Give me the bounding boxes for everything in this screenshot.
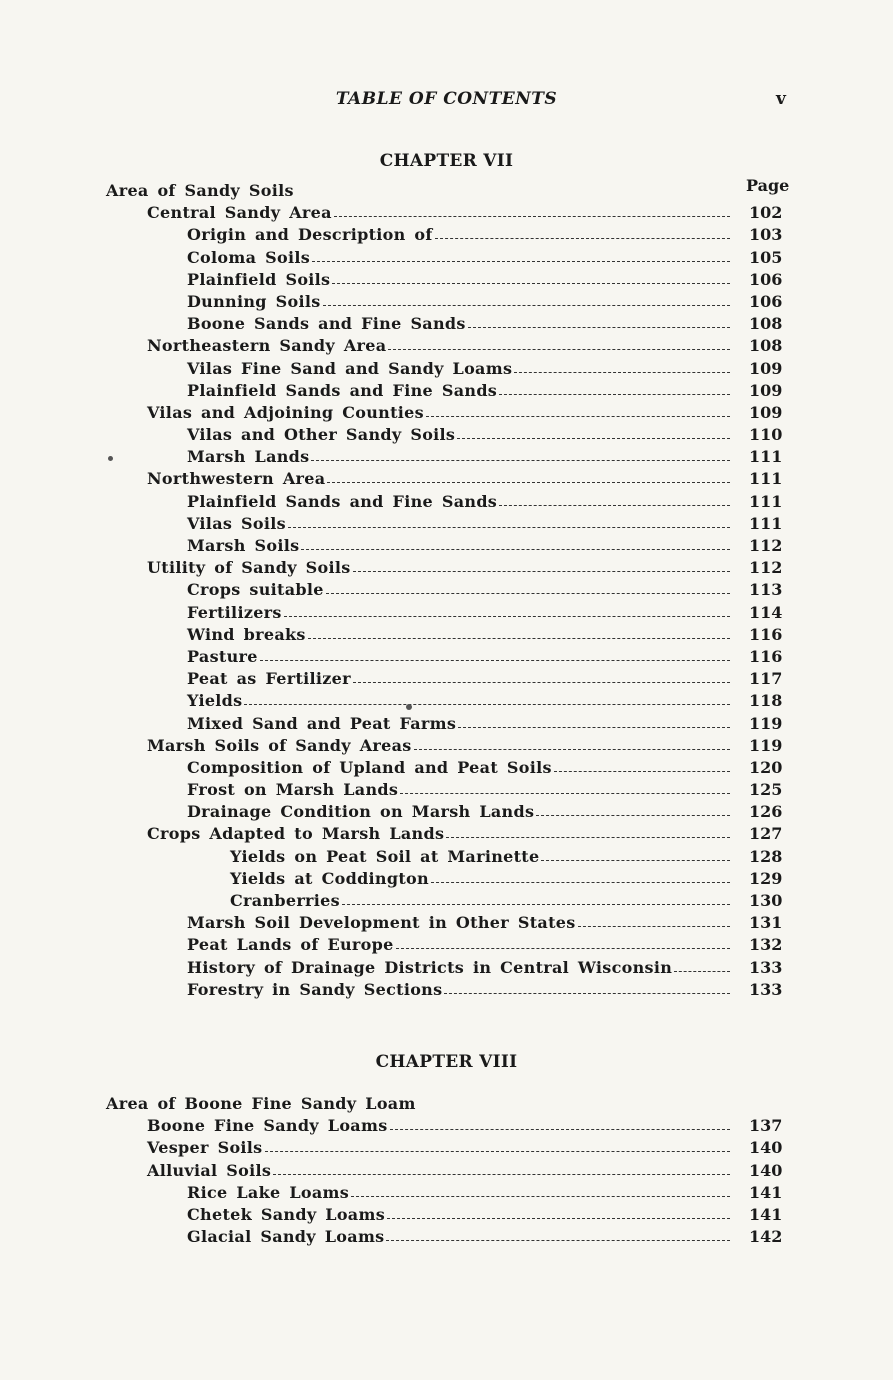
ink-speck	[406, 704, 412, 710]
toc-entry-page: 106	[749, 269, 783, 289]
toc-entry-title: Vesper Soils	[147, 1138, 263, 1158]
toc-entry	[0, 934, 893, 956]
dot-leader	[431, 882, 730, 883]
toc-entry-title: Chetek Sandy Loams	[187, 1204, 386, 1224]
toc-entry-title: Plainfield Sands and Fine Sands	[187, 380, 498, 400]
toc-entry-page: 111	[749, 447, 783, 467]
chapter-viii-toc	[0, 1093, 893, 1248]
toc-entry-title: Boone Fine Sandy Loams	[147, 1116, 388, 1136]
toc-entry-title: Mixed Sand and Peat Farms	[187, 713, 457, 733]
toc-entry-page: 102	[749, 203, 783, 223]
toc-entry-title: Marsh Soil Development in Other States	[187, 913, 576, 933]
dot-leader	[288, 527, 730, 528]
toc-entry	[0, 1160, 893, 1182]
toc-entry	[0, 868, 893, 890]
toc-entry-page: 106	[749, 291, 783, 311]
toc-entry	[0, 646, 893, 668]
toc-entry-page: 130	[749, 891, 783, 910]
toc-entry	[0, 1182, 893, 1204]
dot-leader	[301, 549, 730, 550]
toc-entry-page: 109	[749, 380, 783, 400]
dot-leader	[273, 1174, 730, 1175]
toc-entry-title: Coloma Soils	[187, 247, 311, 267]
toc-entry-title: Origin and Description of	[187, 225, 433, 245]
toc-entry-title: Crops Adapted to Marsh Lands	[147, 824, 445, 844]
toc-entry	[0, 979, 893, 1001]
toc-entry	[0, 313, 893, 335]
toc-entry	[0, 846, 893, 868]
toc-entry	[0, 668, 893, 690]
dot-leader	[284, 616, 730, 617]
dot-leader	[387, 1218, 730, 1219]
dot-leader	[499, 394, 730, 395]
page-column-label: Page	[746, 176, 790, 195]
toc-entry-page: 133	[749, 979, 783, 999]
toc-entry-title: Drainage Condition on Marsh Lands	[187, 802, 535, 822]
toc-entry-title: Northeastern Sandy Area	[147, 336, 387, 356]
toc-entry-title: Yields at Coddington	[230, 868, 429, 888]
dot-leader	[554, 771, 730, 772]
toc-entry-title: Yields	[187, 691, 243, 711]
toc-entry-page: 120	[749, 757, 783, 777]
toc-entry	[0, 735, 893, 757]
toc-entry-title: Glacial Sandy Loams	[187, 1227, 385, 1247]
toc-entry-page: 110	[749, 425, 783, 445]
toc-entry	[0, 446, 893, 468]
toc-entry-page: 112	[749, 558, 783, 578]
toc-entry-page: 141	[749, 1204, 783, 1224]
toc-entry-page: 113	[749, 580, 783, 600]
toc-entry-page: 137	[749, 1116, 783, 1136]
toc-entry-page: 119	[749, 713, 783, 733]
chapter-viii-heading: CHAPTER VIII	[375, 1052, 518, 1072]
toc-entry-title: Vilas Soils	[187, 513, 286, 533]
toc-entry	[0, 624, 893, 646]
chapter-vii-toc	[0, 180, 893, 1001]
dot-leader	[327, 482, 730, 483]
toc-entry-page: 116	[749, 624, 783, 644]
dot-leader	[541, 860, 730, 861]
toc-entry-page: 132	[749, 935, 783, 955]
toc-entry-title: Alluvial Soils	[147, 1160, 272, 1180]
dot-leader	[244, 704, 730, 705]
toc-entry	[0, 779, 893, 801]
toc-entry-title: Vilas and Adjoining Counties	[147, 402, 424, 422]
dot-leader	[536, 815, 730, 816]
toc-entry-title: Dunning Soils	[187, 291, 321, 311]
toc-entry-page: 103	[749, 225, 783, 245]
toc-entry-title: Plainfield Soils	[187, 269, 331, 289]
dot-leader	[458, 727, 730, 728]
dot-leader	[334, 216, 730, 217]
dot-leader	[396, 948, 730, 949]
toc-entry-page: 119	[749, 735, 783, 755]
toc-entry-page: 142	[749, 1227, 783, 1247]
dot-leader	[260, 660, 730, 661]
dot-leader	[499, 505, 730, 506]
toc-entry-page: 140	[749, 1160, 783, 1180]
chapter-vii-heading: CHAPTER VII	[379, 151, 514, 171]
dot-leader	[414, 749, 730, 750]
toc-entry-page: 116	[749, 646, 783, 666]
toc-entry	[0, 579, 893, 601]
toc-entry	[0, 690, 893, 712]
toc-entry-page: 117	[749, 669, 783, 689]
toc-entry	[0, 757, 893, 779]
toc-entry-title: Area of Sandy Soils	[106, 181, 294, 200]
dot-leader	[514, 372, 730, 373]
toc-entry	[0, 535, 893, 557]
toc-entry	[0, 291, 893, 313]
toc-entry-title: Composition of Upland and Peat Soils	[187, 757, 552, 777]
toc-entry-title: Rice Lake Loams	[187, 1182, 350, 1202]
toc-entry-title: Area of Boone Fine Sandy Loam	[106, 1094, 416, 1113]
dot-leader	[435, 238, 730, 239]
dot-leader	[468, 327, 730, 328]
toc-entry	[0, 247, 893, 269]
dot-leader	[311, 460, 730, 461]
toc-entry	[0, 557, 893, 579]
dot-leader	[323, 305, 730, 306]
toc-entry-page: 109	[749, 402, 783, 422]
dot-leader	[400, 793, 730, 794]
toc-entry-title: Fertilizers	[187, 602, 282, 622]
toc-entry-title: Frost on Marsh Lands	[187, 780, 399, 800]
toc-entry-page: 133	[749, 957, 783, 977]
toc-entry-page: 141	[749, 1182, 783, 1202]
toc-entry	[0, 602, 893, 624]
toc-entry-title: Boone Sands and Fine Sands	[187, 314, 466, 334]
toc-entry-title: Pasture	[187, 646, 258, 666]
dot-leader	[332, 283, 730, 284]
dot-leader	[674, 971, 730, 972]
toc-entry	[0, 513, 893, 535]
toc-entry	[0, 1226, 893, 1248]
toc-entry	[0, 402, 893, 424]
toc-entry-title: Yields on Peat Soil at Marinette	[230, 846, 540, 866]
toc-entry-page: 125	[749, 780, 783, 800]
dot-leader	[342, 904, 730, 905]
page-number: v	[776, 89, 786, 109]
toc-entry	[0, 380, 893, 402]
toc-entry-title: Plainfield Sands and Fine Sands	[187, 491, 498, 511]
dot-leader	[426, 416, 730, 417]
toc-entry	[0, 180, 893, 202]
dot-leader	[444, 993, 730, 994]
toc-entry-page: 112	[749, 536, 783, 555]
toc-entry	[0, 468, 893, 490]
toc-entry	[0, 202, 893, 224]
toc-entry-page: 126	[749, 802, 783, 822]
toc-entry	[0, 713, 893, 735]
toc-entry	[0, 890, 893, 912]
running-title: TABLE OF CONTENTS	[335, 89, 558, 109]
toc-entry-title: Marsh Soils of Sandy Areas	[147, 735, 412, 755]
toc-entry-page: 118	[749, 691, 783, 711]
toc-entry	[0, 823, 893, 845]
dot-leader	[265, 1151, 730, 1152]
dot-leader	[308, 638, 730, 639]
toc-entry-page: 111	[749, 513, 783, 533]
dot-leader	[446, 837, 730, 838]
toc-entry	[0, 224, 893, 246]
toc-entry-page: 129	[749, 868, 783, 888]
toc-entry-title: Peat as Fertilizer	[187, 669, 351, 689]
dot-leader	[390, 1129, 730, 1130]
toc-entry-title: Marsh Lands	[187, 447, 310, 467]
toc-entry	[0, 1137, 893, 1159]
toc-entry	[0, 269, 893, 291]
toc-entry-title: Forestry in Sandy Sections	[187, 979, 443, 999]
dot-leader	[388, 349, 730, 350]
toc-entry-title: Central Sandy Area	[147, 203, 332, 223]
toc-entry-title: History of Drainage Districts in Central Wisconsin	[187, 957, 673, 977]
toc-entry-page: 114	[749, 602, 783, 622]
toc-entry	[0, 1204, 893, 1226]
dot-leader	[353, 571, 730, 572]
toc-entry	[0, 912, 893, 934]
toc-entry-title: Vilas and Other Sandy Soils	[187, 425, 456, 445]
toc-entry-title: Peat Lands of Europe	[187, 935, 394, 955]
toc-entry-title: Wind breaks	[187, 624, 306, 644]
toc-entry	[0, 358, 893, 380]
toc-entry-title: Crops suitable	[187, 580, 324, 600]
dot-leader	[351, 1196, 730, 1197]
dot-leader	[386, 1240, 730, 1241]
toc-entry-title: Cranberries	[230, 891, 340, 910]
toc-entry	[0, 1115, 893, 1137]
toc-entry-page: 108	[749, 336, 783, 356]
toc-entry-page: 108	[749, 314, 783, 334]
toc-entry-title: Utility of Sandy Soils	[147, 558, 351, 578]
toc-entry-title: Vilas Fine Sand and Sandy Loams	[187, 358, 513, 378]
dot-leader	[353, 682, 730, 683]
toc-entry	[0, 801, 893, 823]
toc-entry-page: 105	[749, 247, 783, 267]
dot-leader	[326, 593, 730, 594]
toc-entry-title: Northwestern Area	[147, 469, 326, 489]
toc-entry	[0, 491, 893, 513]
toc-entry-page: 127	[749, 824, 783, 844]
ink-speck	[108, 456, 113, 461]
toc-entry	[0, 335, 893, 357]
toc-entry-page: 128	[749, 846, 783, 866]
toc-entry-page: 111	[749, 491, 783, 511]
dot-leader	[578, 926, 730, 927]
dot-leader	[457, 438, 730, 439]
toc-entry-page: 131	[749, 913, 783, 933]
toc-entry-title: Marsh Soils	[187, 536, 300, 555]
toc-entry	[0, 424, 893, 446]
toc-entry-page: 140	[749, 1138, 783, 1158]
toc-entry-page: 111	[749, 469, 783, 489]
toc-entry-page: 109	[749, 358, 783, 378]
dot-leader	[312, 261, 730, 262]
toc-entry	[0, 957, 893, 979]
toc-entry	[0, 1093, 893, 1115]
